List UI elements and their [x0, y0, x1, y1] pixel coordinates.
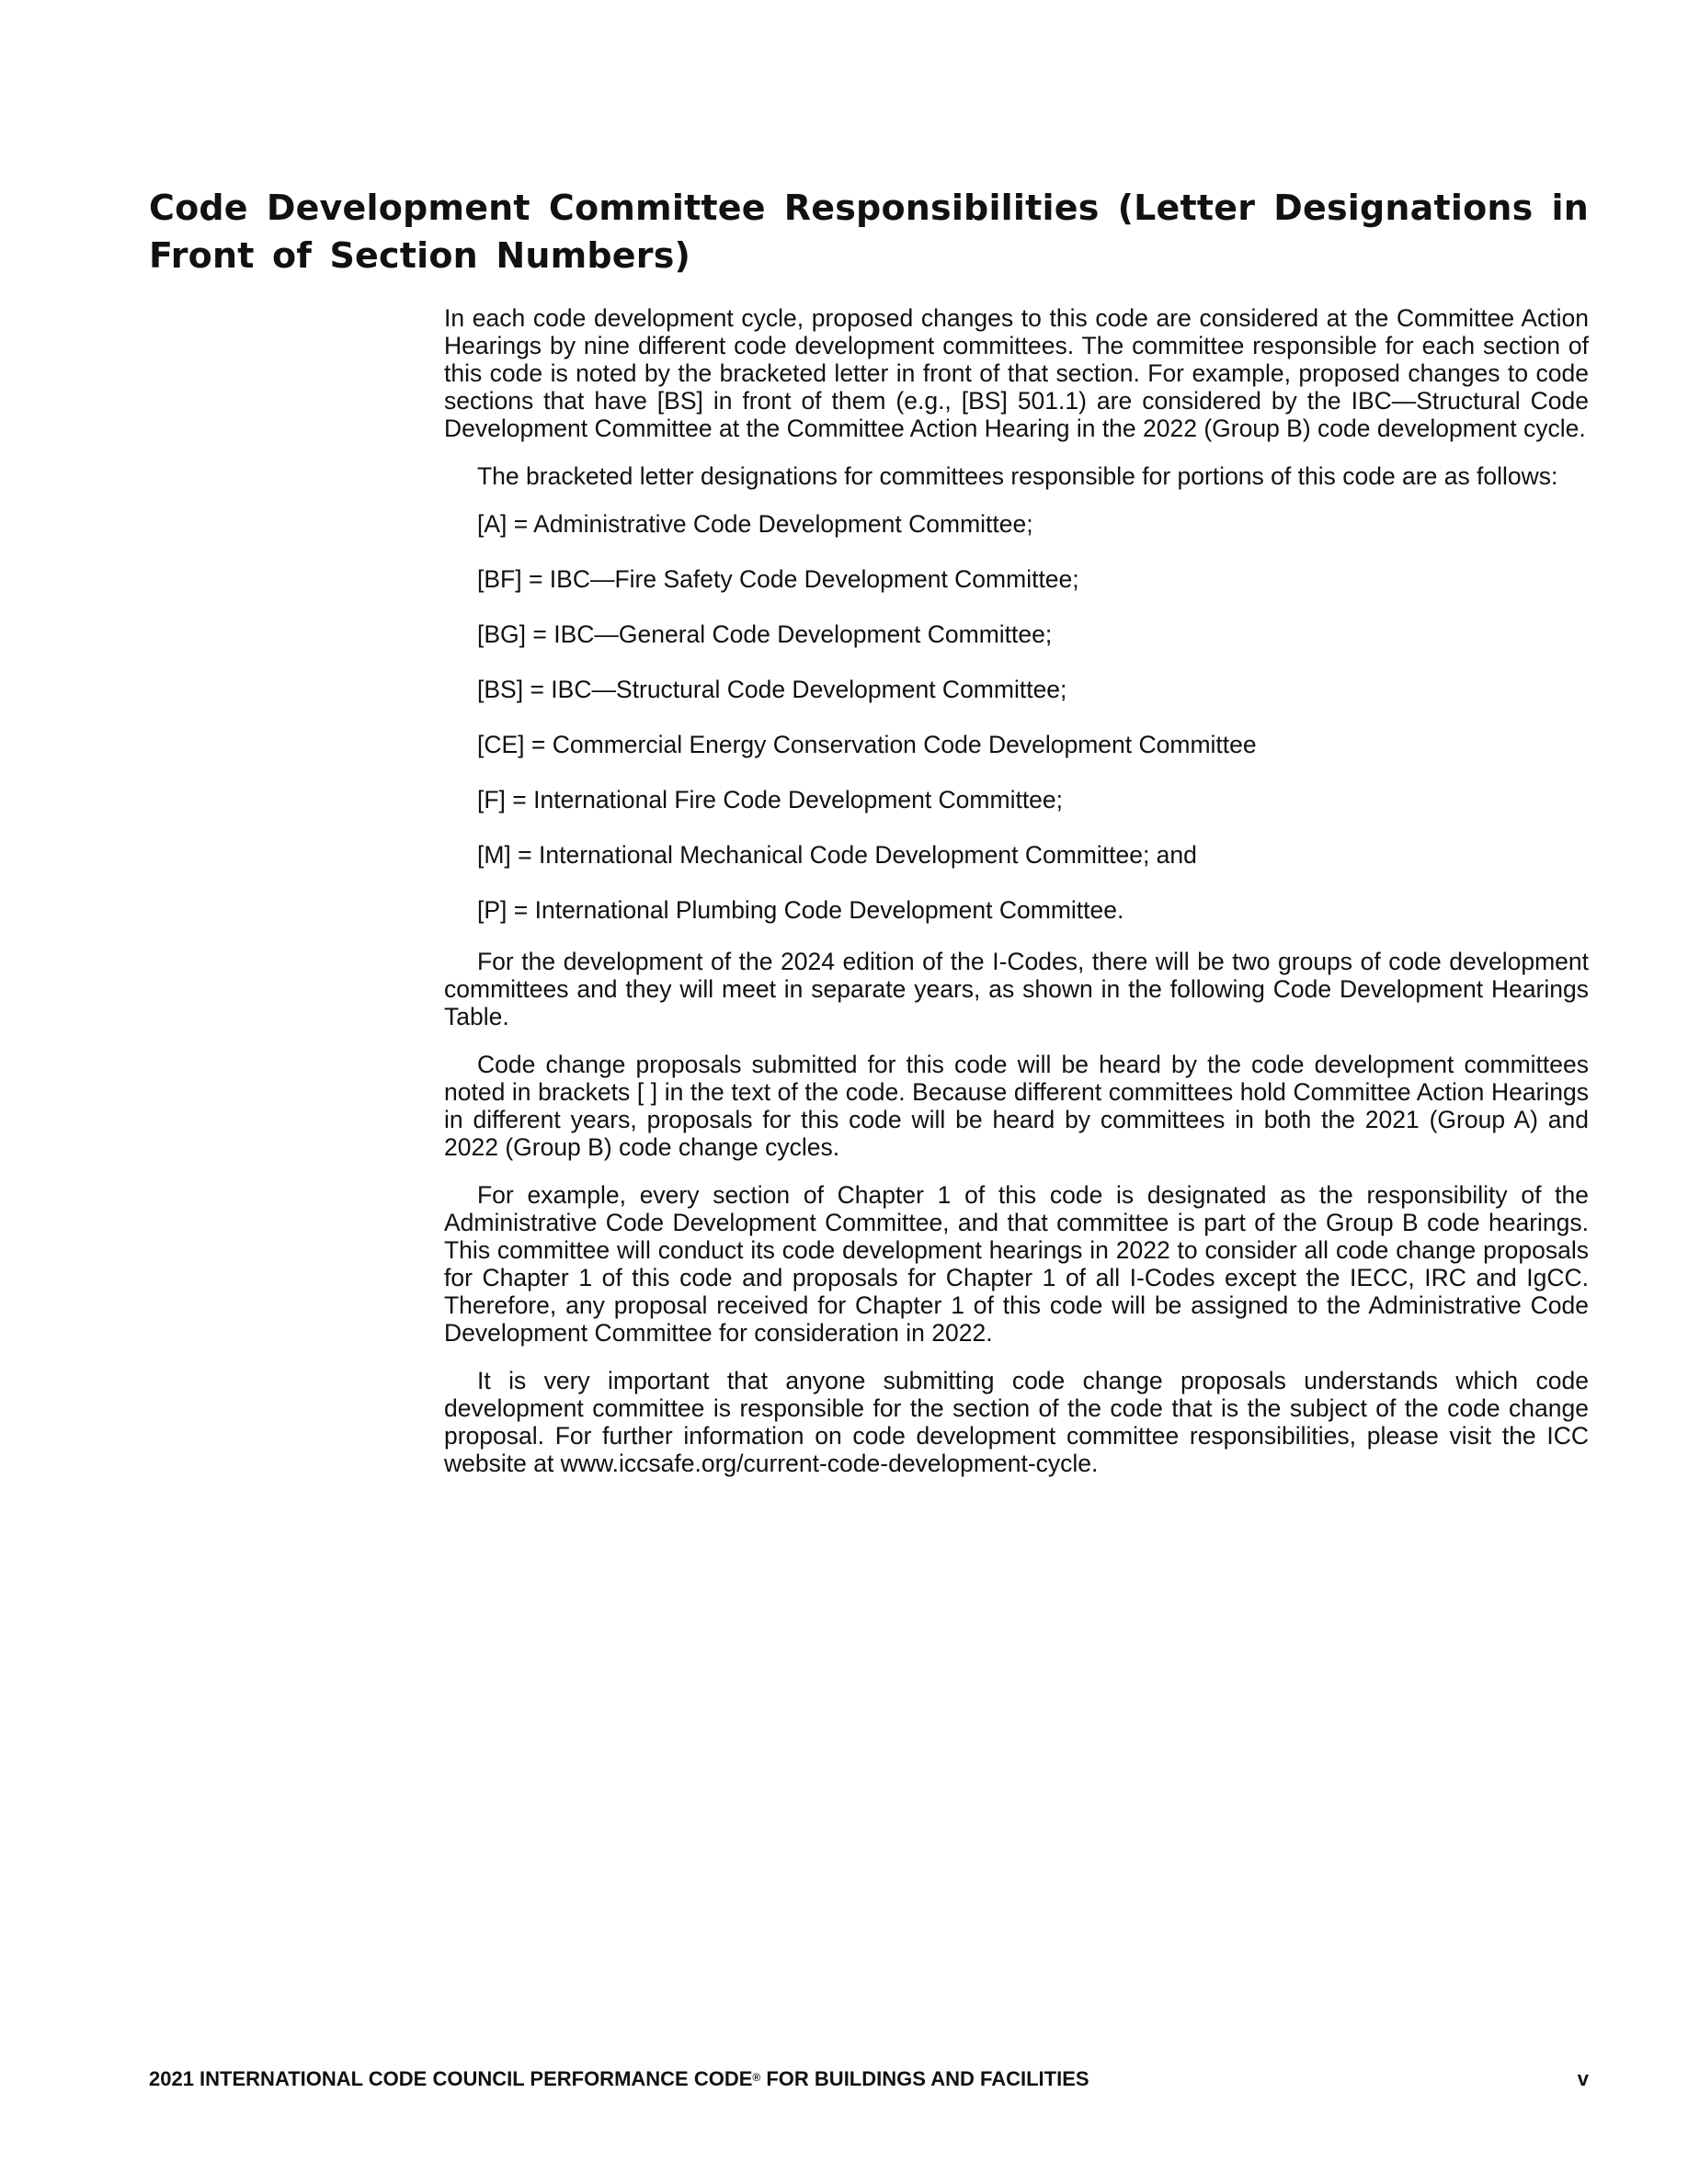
- development-groups-paragraph: For the development of the 2024 edition of the I-Codes, there will be two groups of code development committees and they will meet in separate years, as shown in the following Code Development Hearings Table.: [444, 948, 1589, 1030]
- page-title: Code Development Committee Responsibilities (Letter Designations in Front of Section Numbers): [149, 188, 1589, 276]
- page-number: v: [1577, 2067, 1589, 2090]
- designation-item-bs: [BS] = IBC—Structural Code Development Committee;: [477, 676, 1067, 703]
- footer-title-part2: FOR BUILDINGS AND FACILITIES: [760, 2067, 1089, 2090]
- designation-item-m: [M] = International Mechanical Code Development Committee; and: [477, 841, 1197, 869]
- designation-item-ce: [CE] = Commercial Energy Conservation Code Development Committee: [477, 731, 1257, 758]
- designation-item-bf: [BF] = IBC—Fire Safety Code Development Committee;: [477, 565, 1079, 593]
- footer-title-part1: 2021 INTERNATIONAL CODE COUNCIL PERFORMANCE CODE: [149, 2067, 753, 2090]
- important-note-paragraph: It is very important that anyone submitting code change proposals understands which code development committee is responsible for the section of the code that is the subject of the code change proposal. For further information on code development committee responsibilities, please visit the ICC website at www.iccsafe.org/current-code-development-cycle.: [444, 1367, 1589, 1477]
- designation-item-bg: [BG] = IBC—General Code Development Committee;: [477, 620, 1053, 648]
- registered-mark: ®: [752, 2071, 761, 2084]
- code-change-proposals-paragraph: Code change proposals submitted for this code will be heard by the code development committees noted in brackets [ ] in the text of the code. Because different committees hold Committee Action Hearings in different years, proposals for this code will be heard by committees in both the 2021 (Group A) and 2022 (Group B) code change cycles.: [444, 1051, 1589, 1161]
- designation-item-p: [P] = International Plumbing Code Development Committee.: [477, 896, 1124, 924]
- body-column: [444, 304, 1589, 1497]
- designation-item-f: [F] = International Fire Code Development Committee;: [477, 786, 1064, 813]
- designation-list: [444, 510, 1589, 924]
- designations-intro-paragraph: The bracketed letter designations for committees responsible for portions of this code are as follows:: [477, 462, 1558, 490]
- footer-book-title: [149, 2066, 1089, 2092]
- chapter-1-example-paragraph: For example, every section of Chapter 1 of this code is designated as the responsibility of the Administrative Code Development Committee, and that committee is part of the Group B code hearings. This committee will conduct its code development hearings in 2022 to consider all code change proposals for Chapter 1 of this code and proposals for Chapter 1 of all I-Codes except the IECC, IRC and IgCC. Therefore, any proposal received for Chapter 1 of this code will be assigned to the Administrative Code Development Committee for consideration in 2022.: [444, 1181, 1589, 1347]
- designation-item-a: [A] = Administrative Code Development Committee;: [477, 510, 1033, 538]
- intro-paragraph: In each code development cycle, proposed changes to this code are considered at the Committee Action Hearings by nine different code development committees. The committee responsible for each section of this code is noted by the bracketed letter in front of that section. For example, proposed changes to code sections that have [BS] in front of them (e.g., [BS] 501.1) are considered by the IBC—Structural Code Development Committee at the Committee Action Hearing in the 2022 (Group B) code development cycle.: [444, 304, 1589, 442]
